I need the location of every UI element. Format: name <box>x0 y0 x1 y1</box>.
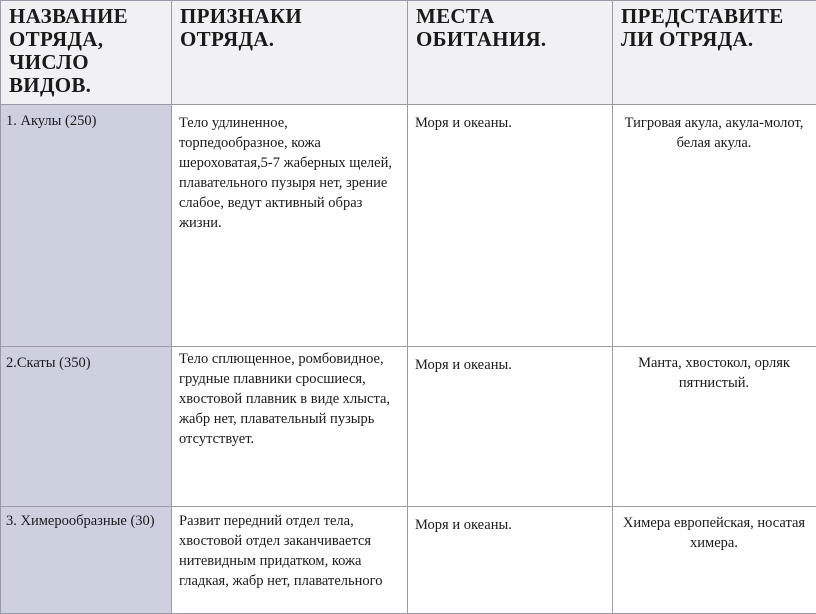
representatives-cell: Химера европейская, носатая химера. <box>613 507 816 614</box>
order-name-cell: 2.Скаты (350) <box>1 347 172 507</box>
habitat-cell: Моря и океаны. <box>408 507 613 614</box>
table-row <box>1 105 816 347</box>
header-name-count: НАЗВАНИЕ ОТРЯДА, ЧИСЛО ВИДОВ. <box>1 1 172 105</box>
header-habitat: МЕСТА ОБИТАНИЯ. <box>408 1 613 105</box>
header-representatives: ПРЕДСТАВИТЕ ЛИ ОТРЯДА. <box>613 1 816 105</box>
order-name-cell: 3. Химерообразные (30) <box>1 507 172 614</box>
header-row <box>1 1 816 105</box>
representatives-cell: Тигровая акула, акула-молот, белая акула. <box>613 105 816 347</box>
features-cell: Тело сплющенное, ромбовидное, грудные плавники сросшиеся, хвостовой плавник в виде хлыста, жабр нет, плавательный пузырь отсутствует. <box>172 347 408 507</box>
habitat-cell: Моря и океаны. <box>408 347 613 507</box>
features-cell: Развит передний отдел тела, хвостовой отдел заканчивается нитевидным придатком, кожа гладкая, жабр нет, плавательного <box>172 507 408 614</box>
table-row <box>1 507 816 614</box>
representatives-cell: Манта, хвостокол, орляк пятнистый. <box>613 347 816 507</box>
habitat-cell: Моря и океаны. <box>408 105 613 347</box>
features-cell: Тело удлиненное, торпедообразное, кожа шероховатая,5-7 жаберных щелей, плавательного пузыря нет, зрение слабое, ведут активный образ жизни. <box>172 105 408 347</box>
order-name-cell: 1. Акулы (250) <box>1 105 172 347</box>
table-row <box>1 347 816 507</box>
header-features: ПРИЗНАКИ ОТРЯДА. <box>172 1 408 105</box>
